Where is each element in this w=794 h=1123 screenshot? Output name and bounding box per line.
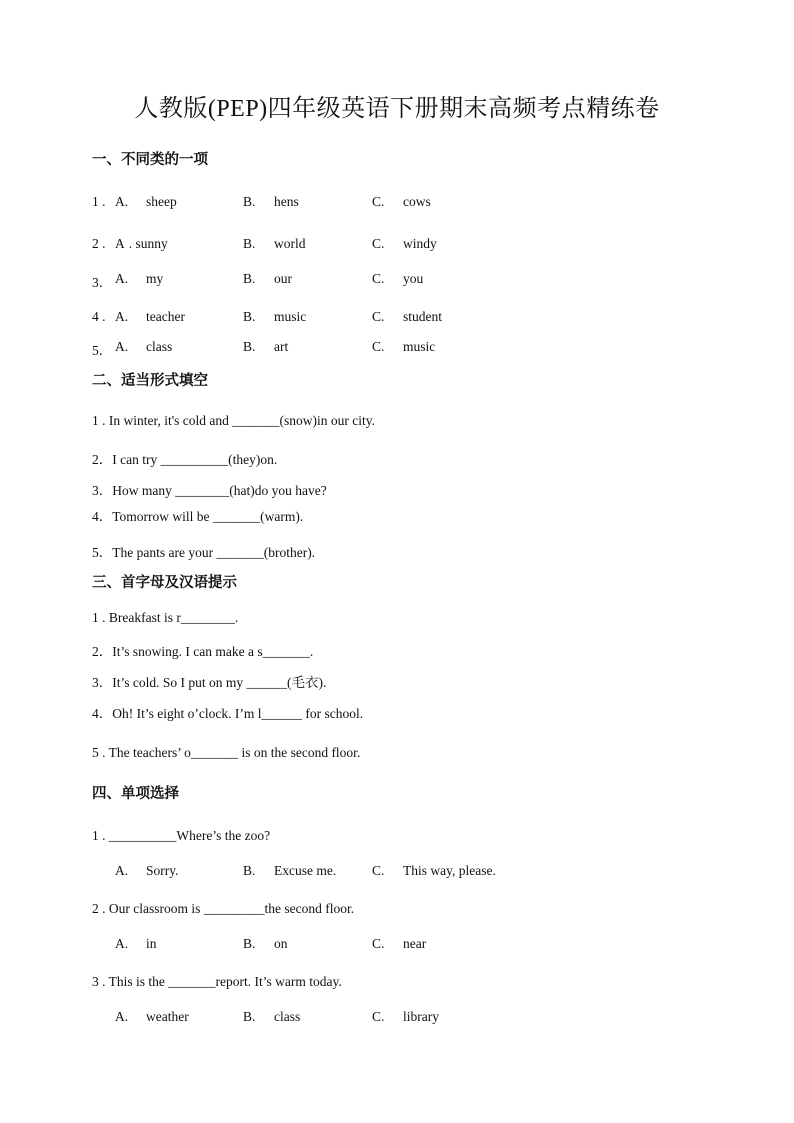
section-heading-3: 三、首字母及汉语提示 [92,575,237,591]
question-line: 3．How many ________(hat)do you have? [92,483,327,498]
option-text: my [146,271,164,286]
option-c [372,236,437,252]
section-heading-4: 四、单项选择 [92,786,179,802]
option-a [115,936,157,952]
option-text: in [146,936,157,951]
option-text: on [274,936,288,951]
option-text: music [274,309,307,324]
question-number: 3． [92,275,113,290]
option-text: Sorry. [146,863,179,878]
option-text: class [146,339,173,354]
option-text: world [274,236,306,251]
option-c [372,936,426,952]
question-line: 4．Oh! It’s eight o’clock. I’m l______ for school. [92,706,364,721]
option-text: teacher [146,309,185,324]
section-heading-2: 二、适当形式填空 [92,373,208,389]
option-letter: C. [372,339,385,354]
option-a [115,271,163,287]
option-letter: B. [243,863,256,878]
option-letter: A. [115,863,129,878]
option-letter: B. [243,309,256,324]
option-letter: C. [372,863,385,878]
option-text: This way, please. [403,863,496,878]
question-line: 5．The pants are your _______(brother). [92,545,316,560]
option-b [243,271,292,287]
question-line: 4．Tomorrow will be _______(warm). [92,509,304,524]
question-number: 4 . [92,309,106,324]
option-text: library [403,1009,439,1024]
option-b [243,309,306,325]
option-a [115,309,185,325]
option-c [372,339,435,355]
option-letter: B. [243,936,256,951]
option-text: you [403,271,424,286]
option-text: art [274,339,289,354]
question-line: 1 . __________Where’s the zoo? [92,828,271,843]
question-line: 2．It’s snowing. I can make a s_______. [92,644,314,659]
section-heading-1: 一、不同类的一项 [92,152,208,168]
option-letter: C. [372,309,385,324]
option-letter: C. [372,936,385,951]
option-letter: B. [243,194,256,209]
option-text: class [274,1009,301,1024]
question-line: 2 . Our classroom is _________the second floor. [92,901,355,916]
option-letter: A. [115,309,129,324]
question-line: 1 . In winter, it's cold and _______(snow)in our city. [92,413,375,428]
option-a [115,194,177,210]
option-text: sheep [146,194,177,209]
option-text: student [403,309,442,324]
option-letter: A. [115,1009,129,1024]
question-line: 2．I can try __________(they)on. [92,452,278,467]
option-letter: C. [372,271,385,286]
option-letter: A. [115,339,129,354]
question-number: 1 . [92,194,106,209]
question-line: 3 . This is the _______report. It’s warm today. [92,974,342,989]
option-a [115,236,168,252]
option-text: . sunny [128,236,168,251]
option-b [243,863,336,879]
option-c [372,309,442,325]
question-line: 3．It’s cold. So I put on my ______(毛衣). [92,675,327,690]
option-letter: C. [372,194,385,209]
option-text: Excuse me. [274,863,337,878]
option-text: weather [146,1009,189,1024]
option-text: our [274,271,292,286]
question-line: 1 . Breakfast is r________. [92,610,239,625]
option-letter: A. [115,936,129,951]
option-letter: B. [243,236,256,251]
option-letter: A [115,236,125,251]
option-letter: B. [243,1009,256,1024]
option-c [372,194,431,210]
option-letter: B. [243,339,256,354]
option-b [243,936,288,952]
option-b [243,194,299,210]
option-letter: C. [372,236,385,251]
option-c [372,1009,439,1025]
option-a [115,863,179,879]
option-letter: C. [372,1009,385,1024]
option-b [243,339,288,355]
question-line: 5 . The teachers’ o_______ is on the second floor. [92,745,361,760]
option-letter: A. [115,271,129,286]
option-c [372,863,496,879]
option-a [115,339,172,355]
question-number: 5． [92,343,113,358]
question-number: 2 . [92,236,106,251]
option-letter: B. [243,271,256,286]
option-text: near [403,936,427,951]
option-text: hens [274,194,299,209]
option-text: cows [403,194,431,209]
option-text: windy [403,236,437,251]
option-a [115,1009,189,1025]
option-b [243,236,306,252]
option-c [372,271,423,287]
option-text: music [403,339,436,354]
option-letter: A. [115,194,129,209]
option-b [243,1009,300,1025]
page-title: 人教版(PEP)四年级英语下册期末高频考点精练卷 [134,96,660,122]
